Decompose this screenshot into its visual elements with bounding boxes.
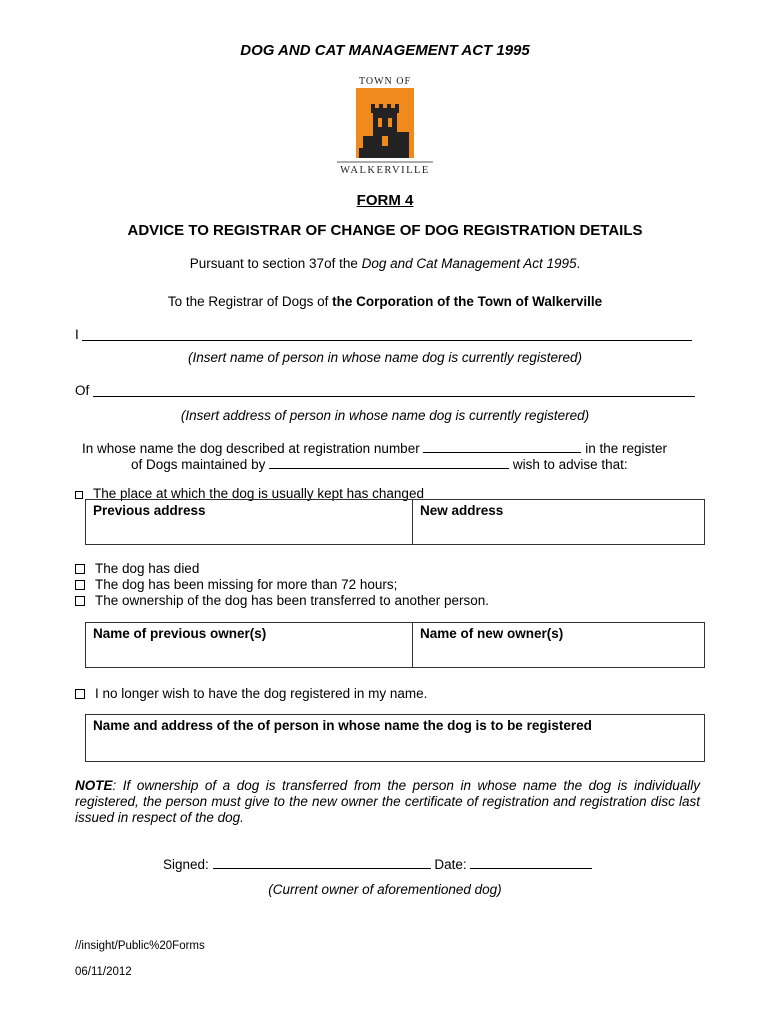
registration-number-field[interactable]: [423, 440, 581, 453]
walkerville-logo: [329, 74, 441, 178]
dog-died-label: The dog has died: [95, 561, 200, 576]
address-table: [85, 499, 705, 545]
new-address-cell[interactable]: [413, 500, 705, 545]
maintained-by-field[interactable]: [269, 456, 509, 469]
no-longer-registered-option: [75, 686, 427, 701]
date-label: Date:: [434, 857, 467, 872]
dog-died-checkbox[interactable]: [75, 564, 85, 574]
date-field[interactable]: [470, 856, 592, 869]
registrar-org: the Corporation of the Town of Walkerville: [332, 294, 603, 309]
pursuant-prefix: Pursuant to section 37of the: [189, 256, 362, 271]
registration-text-3: of Dogs maintained by: [131, 457, 266, 472]
note-paragraph: [75, 778, 700, 826]
registration-line-2: [131, 456, 628, 472]
no-longer-registered-label: I no longer wish to have the dog registered in my name.: [95, 686, 428, 701]
name-hint: (Insert name of person in whose name dog is currently registered): [188, 350, 582, 365]
new-owner-cell[interactable]: [413, 623, 705, 668]
signed-label: Signed:: [163, 857, 209, 872]
new-address-label: New address: [420, 503, 504, 518]
pursuant-act: Dog and Cat Management Act 1995: [361, 256, 577, 271]
i-label: I: [75, 327, 79, 342]
dog-missing-checkbox[interactable]: [75, 580, 85, 590]
dog-missing-label: The dog has been missing for more than 72 hours;: [95, 577, 398, 592]
pursuant-suffix: .: [576, 256, 581, 271]
new-registrant-label: Name and address of the of person in whose name the dog is to be registered: [93, 718, 592, 733]
new-owner-label: Name of new owner(s): [420, 626, 564, 641]
owner-hint: (Current owner of aforementioned dog): [268, 882, 502, 897]
registration-line-1: [82, 440, 667, 456]
address-changed-label: The place at which the dog is usually kept has changed: [93, 486, 424, 501]
note-label: NOTE: [75, 778, 113, 793]
ownership-transferred-label: The ownership of the dog has been transferred to another person.: [95, 593, 490, 608]
address-field[interactable]: [93, 384, 695, 397]
registrar-prefix: To the Registrar of Dogs of: [167, 294, 333, 309]
footer-path: //insight/Public%20Forms: [75, 940, 205, 952]
previous-address-cell[interactable]: [86, 500, 413, 545]
logo-bottom-text: WALKERVILLE: [340, 165, 430, 176]
signature-field[interactable]: [213, 856, 431, 869]
registration-text-4: wish to advise that:: [512, 457, 628, 472]
signature-line: [163, 856, 592, 872]
act-title: DOG AND CAT MANAGEMENT ACT 1995: [240, 42, 530, 59]
note-text: : If ownership of a dog is transferred from the person in whose name the dog is individually registered, the person must give to the new owner the certificate of registration and registration disc last issued in respect of the dog.: [75, 778, 700, 825]
registration-text-1: In whose name the dog described at registration number: [82, 441, 420, 456]
form-title: ADVICE TO REGISTRAR OF CHANGE OF DOG REGISTRATION DETAILS: [127, 222, 643, 239]
registrar-line: [0, 294, 770, 309]
address-changed-checkbox[interactable]: [75, 491, 83, 499]
footer-date: 06/11/2012: [75, 966, 132, 978]
logo-top-text: TOWN OF: [358, 76, 412, 87]
no-longer-registered-checkbox[interactable]: [75, 689, 85, 699]
dog-missing-option: [75, 577, 397, 592]
ownership-transferred-checkbox[interactable]: [75, 596, 85, 606]
new-registrant-cell[interactable]: [86, 715, 705, 762]
previous-address-label: Previous address: [93, 503, 206, 518]
of-label: Of: [75, 383, 90, 398]
dog-died-option: [75, 561, 199, 576]
owner-table: [85, 622, 705, 668]
previous-owner-label: Name of previous owner(s): [93, 626, 267, 641]
pursuant-line: [0, 256, 770, 271]
name-field[interactable]: [82, 328, 692, 341]
previous-owner-cell[interactable]: [86, 623, 413, 668]
new-registrant-table: [85, 714, 705, 762]
address-hint: (Insert address of person in whose name dog is currently registered): [180, 408, 590, 423]
form-number: FORM 4: [356, 192, 414, 209]
registration-text-2: in the register: [585, 441, 668, 456]
ownership-transferred-option: [75, 593, 489, 608]
